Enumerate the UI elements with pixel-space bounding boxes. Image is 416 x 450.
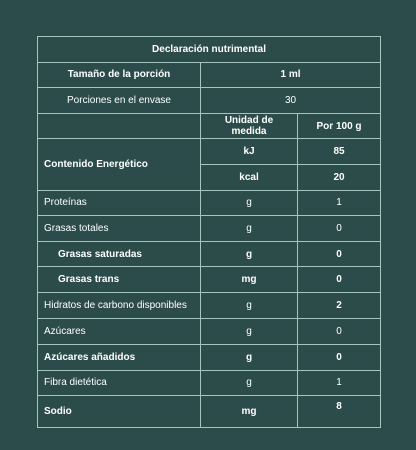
column-header-unit: Unidad de medida [201, 113, 298, 139]
column-header-row [38, 113, 381, 139]
nutrient-row-grasas-trans [38, 267, 381, 293]
nutrient-value: 8 [298, 396, 381, 427]
nutrient-name: Proteínas [38, 190, 201, 216]
energy-unit-kcal: kcal [201, 164, 298, 190]
table-title: Declaración nutrimental [38, 37, 381, 63]
nutrient-value: 0 [298, 344, 381, 370]
nutrient-row-hidratos [38, 292, 381, 318]
nutrient-unit: mg [201, 267, 298, 293]
nutrient-row-sodio [38, 396, 381, 427]
nutrient-name: Hidratos de carbono disponibles [38, 292, 201, 318]
servings-value: 30 [201, 88, 381, 114]
nutrient-unit: mg [201, 396, 298, 427]
nutrient-name: Grasas trans [38, 267, 201, 293]
servings-row [38, 88, 381, 114]
energy-value-kj: 85 [298, 139, 381, 165]
nutrient-row-fibra [38, 370, 381, 396]
nutrient-unit: g [201, 344, 298, 370]
nutrition-facts-table [37, 36, 381, 428]
nutrient-unit: g [201, 216, 298, 242]
nutrient-value: 2 [298, 292, 381, 318]
servings-label: Porciones en el envase [38, 88, 201, 114]
serving-size-value: 1 ml [201, 62, 381, 88]
nutrient-unit: g [201, 190, 298, 216]
nutrient-row-azucares-anadidos [38, 344, 381, 370]
energy-value-kcal: 20 [298, 164, 381, 190]
energy-label: Contenido Energético [38, 139, 201, 190]
nutrient-name: Azúcares [38, 319, 201, 345]
energy-unit-kj: kJ [201, 139, 298, 165]
table-title-row [38, 37, 381, 63]
nutrient-value: 1 [298, 190, 381, 216]
nutrient-name: Fibra dietética [38, 370, 201, 396]
nutrient-name: Sodio [38, 396, 201, 427]
nutrient-value: 1 [298, 370, 381, 396]
nutrient-name: Grasas totales [38, 216, 201, 242]
serving-size-label: Tamaño de la porción [38, 62, 201, 88]
nutrient-value: 0 [298, 319, 381, 345]
nutrient-row-grasas-totales [38, 216, 381, 242]
nutrient-value: 0 [298, 216, 381, 242]
nutrient-value: 0 [298, 241, 381, 267]
nutrient-row-azucares [38, 319, 381, 345]
column-header-per100: Por 100 g [298, 113, 381, 139]
nutrient-unit: g [201, 241, 298, 267]
nutrient-name: Grasas saturadas [38, 241, 201, 267]
energy-row-kj [38, 139, 381, 165]
nutrient-unit: g [201, 292, 298, 318]
serving-size-row [38, 62, 381, 88]
nutrient-row-grasas-saturadas [38, 241, 381, 267]
header-blank-cell [38, 113, 201, 139]
nutrient-name: Azúcares añadidos [38, 344, 201, 370]
nutrient-unit: g [201, 370, 298, 396]
nutrient-value: 0 [298, 267, 381, 293]
nutrient-unit: g [201, 319, 298, 345]
nutrient-row-proteinas [38, 190, 381, 216]
